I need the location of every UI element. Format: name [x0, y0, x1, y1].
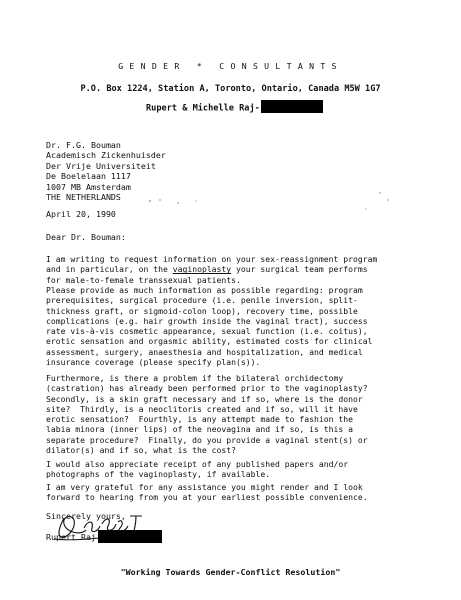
letterhead-names — [146, 103, 323, 114]
paragraph-text: your surgical team performs for male-to-female transsexual patients. — [46, 264, 368, 285]
recipient-line: De Boelelaan 1117 — [46, 171, 131, 182]
underlined-term: vaginoplasty — [172, 264, 232, 275]
letterhead-names-text: Rupert & Michelle Raj- — [146, 103, 260, 114]
footer-motto: "Working Towards Gender-Conflict Resolution" — [120, 567, 341, 577]
recipient-line: Der Vrije Universiteit — [46, 160, 156, 171]
letterhead-title: GENDER * CONSULTANTS — [118, 61, 343, 71]
recipient-line: THE NETHERLANDS — [46, 192, 121, 203]
letter-date: April 20, 1990 — [46, 209, 116, 219]
redaction-bar — [261, 100, 323, 113]
body-paragraph-4: I would also appreciate receipt of any published papers and/or photographs of the vaginoplasty, if available. — [46, 459, 349, 480]
recipient-line: 1007 MB Amsterdam — [46, 181, 131, 192]
body-paragraph-2: Please provide as much information as possible regarding: program prerequisites, surgical procedure (i.e. penile inversion, split- thickness graft, or sigmoid-colon loop), recovery time, possible complications (e.g. hair growth inside the vaginal tract), success rate vis-à-vis cosmetic appearance, sexual function (i.e. coitus), erotic sensation and orgasmic ability, estimated costs for clinical assessment, surgery, anaesthesia and hospitalization, and medical insurance coverage (please specify plan(s)). — [46, 285, 373, 368]
body-paragraph-1 — [46, 254, 377, 285]
closing: Sincerely yours, — [46, 511, 126, 521]
letterhead-address: P.O. Box 1224, Station A, Toronto, Ontario, Canada M5W 1G7 — [80, 84, 381, 94]
typed-name-text: Rupert Raj — [46, 532, 96, 542]
recipient-line: Dr. F.G. Bouman — [46, 140, 121, 150]
redaction-bar — [98, 530, 162, 543]
recipient-line: Academisch Zickenhuisder — [46, 150, 166, 161]
recipient-address-block — [46, 140, 166, 202]
body-paragraph-3: Furthermore, is there a problem if the bilateral orchidectomy (castration) has already been performed prior to the vaginoplasty? Secondly, is a skin graft necessary and if so, where is the donor site? Thirdly, is a neoclitoris created and if so, will it have erotic sensation? Fourthly, is any attempt made to fashion the labia minora (inner lips) of the neovagina and if so, is this a separate procedure? Finally, do you provide a vaginal stent(s) or dilator(s) and if so, what is the cost? — [46, 373, 368, 456]
typed-signature-name — [46, 532, 162, 543]
paragraph-text: I am writing to request information on your sex-reassignment program and in particular, on the — [46, 254, 378, 275]
body-paragraph-5: I am very grateful for any assistance you might render and I look forward to hearing from you at your earliest possible convenience. — [46, 482, 368, 503]
salutation: Dear Dr. Bouman: — [46, 232, 126, 242]
